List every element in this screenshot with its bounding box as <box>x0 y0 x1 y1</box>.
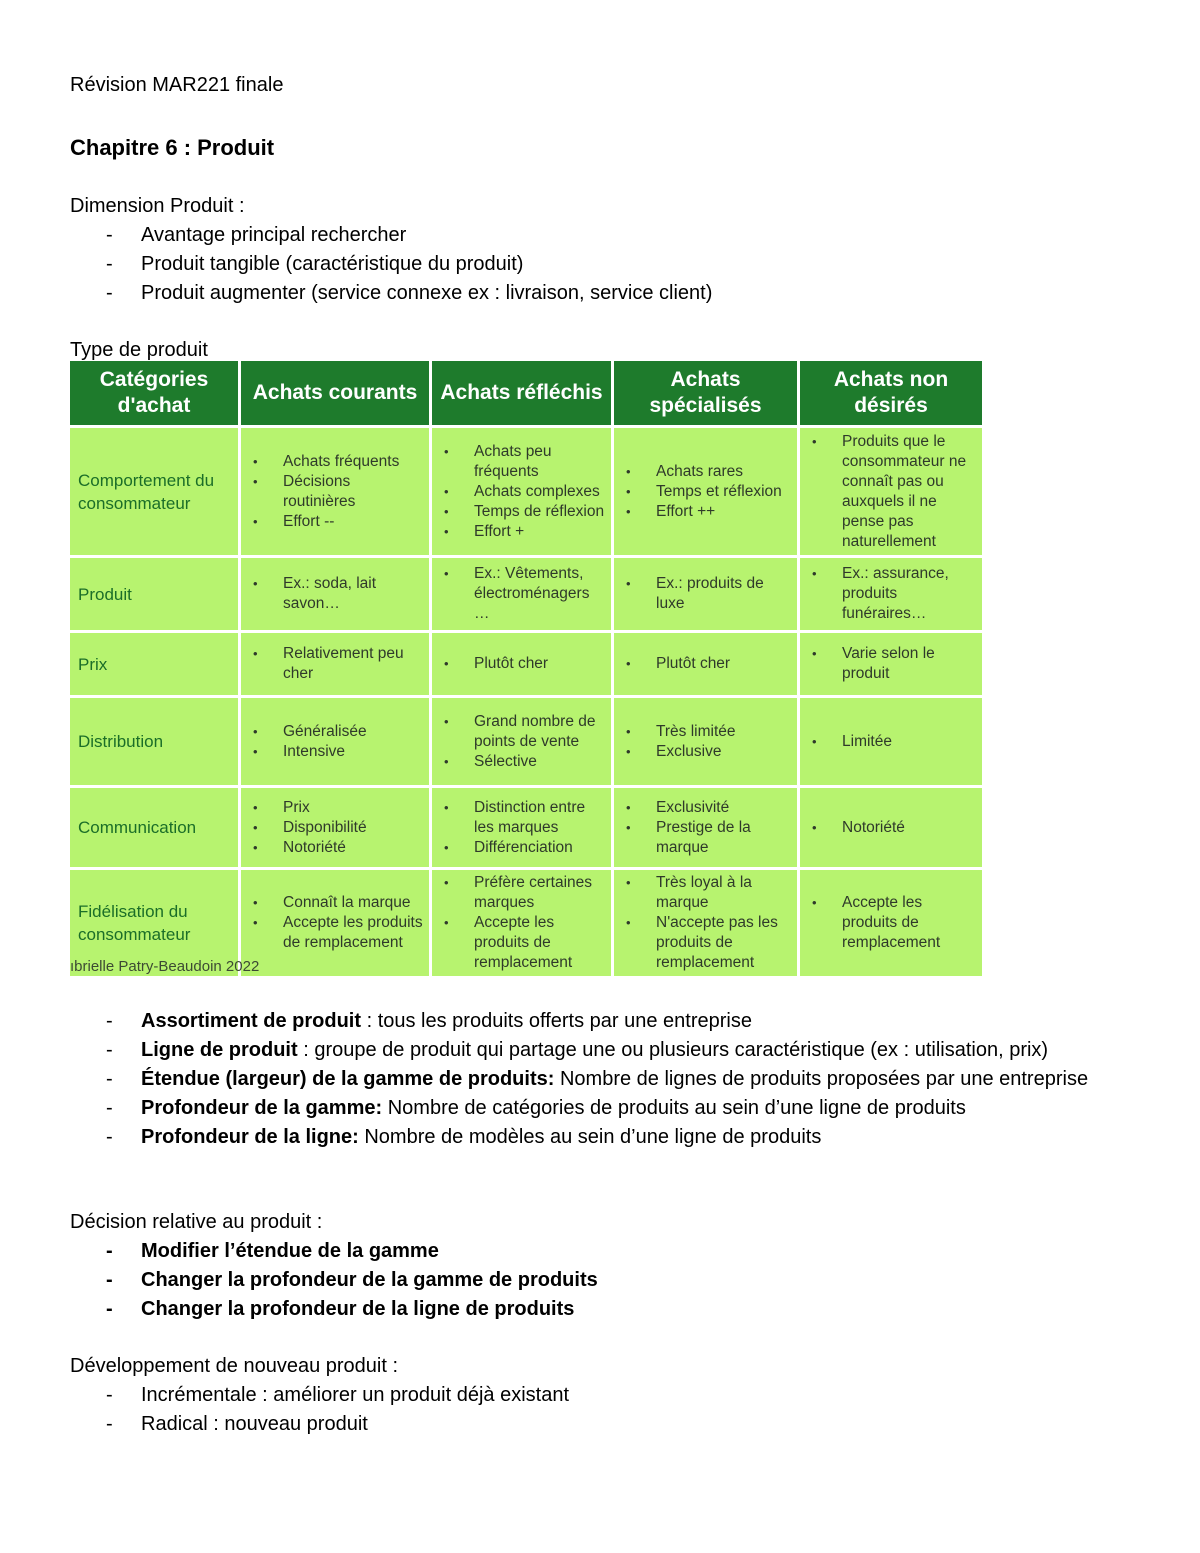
chapter-title: Chapitre 6 : Produit <box>70 135 275 160</box>
decision-list <box>70 1237 598 1324</box>
table-cell <box>432 633 614 695</box>
header-cell: Achats réfléchis <box>432 361 614 425</box>
table-row <box>70 428 982 555</box>
cell-bullet: • Prix <box>253 798 367 818</box>
table-cell <box>800 870 982 976</box>
definition-term: Étendue (largeur) de la gamme de produits: <box>141 1068 555 1090</box>
header-cell: Achats spécialisés <box>614 361 800 425</box>
list-item: - Modifier l’étendue de la gamme <box>70 1237 598 1266</box>
cell-bullet: • Temps de réflexion <box>444 502 605 522</box>
cell-bullet: • Préfère certaines marques <box>444 873 605 913</box>
list-item: - Avantage principal rechercher <box>70 221 712 250</box>
definition-sep: : <box>297 1039 315 1061</box>
cell-bullet: • Accepte les produits de remplacement <box>812 893 976 953</box>
table-cell <box>241 558 432 630</box>
table-cell <box>800 633 982 695</box>
cell-bullet: • Intensive <box>253 742 367 762</box>
cell-bullet: • Ex.: Vêtements, électroménagers … <box>444 564 605 624</box>
type-heading: Type de produit <box>70 339 208 361</box>
cell-bullet: • Produits que le consommateur ne connaît pas ou auxquels il ne pense pas naturellement <box>812 432 976 552</box>
table-cell <box>800 558 982 630</box>
cell-bullet: • Exclusivité <box>626 798 791 818</box>
list-item: - Changer la profondeur de la gamme de produits <box>70 1266 598 1295</box>
purchase-categories-table <box>70 361 982 976</box>
cell-bullet: • Effort + <box>444 522 605 542</box>
table-cell <box>614 698 800 785</box>
table-cell <box>432 698 614 785</box>
definitions-list <box>70 1007 1141 1152</box>
definition-text: Nombre de modèles au sein d’une ligne de produits <box>364 1126 822 1148</box>
cell-bullet: • Disponibilité <box>253 818 367 838</box>
list-item <box>70 1036 1141 1065</box>
table-cell <box>432 428 614 555</box>
list-item: - Produit tangible (caractéristique du produit) <box>70 250 712 279</box>
cell-bullet: • Notoriété <box>812 818 905 838</box>
row-label: Fidélisation du consommateur <box>70 870 241 976</box>
document-title: Révision MAR221 finale <box>70 74 284 96</box>
cell-bullet: • Accepte les produits de remplacement <box>444 913 605 973</box>
decision-heading: Décision relative au produit : <box>70 1211 323 1233</box>
row-label: Prix <box>70 633 241 695</box>
cell-bullet: • Effort -- <box>253 512 423 532</box>
definition-term: Profondeur de la gamme: <box>141 1097 383 1119</box>
cell-bullet: • Ex.: assurance, produits funéraires… <box>812 564 976 624</box>
definition-text: Nombre de catégories de produits au sein d’une ligne de produits <box>387 1097 966 1119</box>
cell-bullet: • Exclusive <box>626 742 736 762</box>
table-header-row <box>70 361 982 425</box>
row-label: Communication <box>70 788 241 867</box>
cell-bullet: • Varie selon le produit <box>812 644 976 684</box>
list-item <box>70 1094 1141 1123</box>
list-item: - Radical : nouveau produit <box>70 1410 569 1439</box>
header-cell: Achats non désirés <box>800 361 982 425</box>
header-cell: Catégories d'achat <box>70 361 241 425</box>
row-label: Produit <box>70 558 241 630</box>
cell-bullet: • Ex.: produits de luxe <box>626 574 791 614</box>
cell-bullet: • Ex.: soda, lait savon… <box>253 574 423 614</box>
cell-bullet: • Connaît la marque <box>253 893 423 913</box>
table-cell <box>432 558 614 630</box>
definition-term: Ligne de produit <box>141 1039 298 1061</box>
row-label: Comportement du consommateur <box>70 428 241 555</box>
cell-bullet: • Différenciation <box>444 838 605 858</box>
table-cell <box>614 870 800 976</box>
cell-bullet: • Distinction entre les marques <box>444 798 605 838</box>
cell-bullet: • Généralisée <box>253 722 367 742</box>
list-item: - Incrémentale : améliorer un produit déjà existant <box>70 1381 569 1410</box>
definition-text: groupe de produit qui partage une ou plusieurs caractéristique (ex : utilisation, prix) <box>314 1039 1049 1061</box>
cell-bullet: • Accepte les produits de remplacement <box>253 913 423 953</box>
table-cell <box>432 788 614 867</box>
table-row <box>70 633 982 695</box>
cell-bullet: • Temps et réflexion <box>626 482 782 502</box>
row-label: Distribution <box>70 698 241 785</box>
table-cell <box>241 698 432 785</box>
cell-bullet: • Décisions routinières <box>253 472 423 512</box>
cell-bullet: • Limitée <box>812 732 892 752</box>
list-item <box>70 1065 1141 1094</box>
cell-bullet: • Relativement peu cher <box>253 644 423 684</box>
development-heading: Développement de nouveau produit : <box>70 1355 399 1377</box>
list-item <box>70 1007 1141 1036</box>
definition-term: Profondeur de la ligne: <box>141 1126 359 1148</box>
cell-bullet: • N'accepte pas les produits de remplacement <box>626 913 791 973</box>
cell-bullet: • Achats fréquents <box>253 452 423 472</box>
table-cell <box>614 633 800 695</box>
dimension-list <box>70 221 712 308</box>
cell-bullet: • Effort ++ <box>626 502 782 522</box>
cell-bullet: • Prestige de la marque <box>626 818 791 858</box>
table-cell <box>800 788 982 867</box>
list-item: - Produit augmenter (service connexe ex : livraison, service client) <box>70 279 712 308</box>
table-credit: ıbrielle Patry-Beaudoin 2022 <box>70 958 260 975</box>
cell-bullet: • Achats rares <box>626 462 782 482</box>
table-row <box>70 558 982 630</box>
table-cell <box>241 870 432 976</box>
table-cell <box>614 428 800 555</box>
definition-term: Assortiment de produit <box>141 1010 362 1032</box>
cell-bullet: • Plutôt cher <box>626 654 730 674</box>
table-row <box>70 788 982 867</box>
list-item <box>70 1123 1141 1152</box>
definition-text: tous les produits offerts par une entreprise <box>377 1010 752 1032</box>
cell-bullet: • Notoriété <box>253 838 367 858</box>
table-cell <box>800 698 982 785</box>
table-cell <box>432 870 614 976</box>
definition-sep: : <box>361 1010 378 1032</box>
cell-bullet: • Grand nombre de points de vente <box>444 712 605 752</box>
cell-bullet: • Très loyal à la marque <box>626 873 791 913</box>
cell-bullet: • Achats complexes <box>444 482 605 502</box>
header-cell: Achats courants <box>241 361 432 425</box>
table-row <box>70 698 982 785</box>
cell-bullet: • Très limitée <box>626 722 736 742</box>
table-cell <box>800 428 982 555</box>
cell-bullet: • Sélective <box>444 752 605 772</box>
table-cell <box>241 788 432 867</box>
list-item: - Changer la profondeur de la ligne de produits <box>70 1295 598 1324</box>
table-cell <box>614 558 800 630</box>
cell-bullet: • Plutôt cher <box>444 654 548 674</box>
cell-bullet: • Achats peu fréquents <box>444 442 605 482</box>
table-cell <box>241 633 432 695</box>
table-cell <box>614 788 800 867</box>
table-cell <box>241 428 432 555</box>
definition-text: Nombre de lignes de produits proposées par une entreprise <box>559 1068 1089 1090</box>
development-list <box>70 1381 569 1439</box>
dimension-heading: Dimension Produit : <box>70 195 245 217</box>
